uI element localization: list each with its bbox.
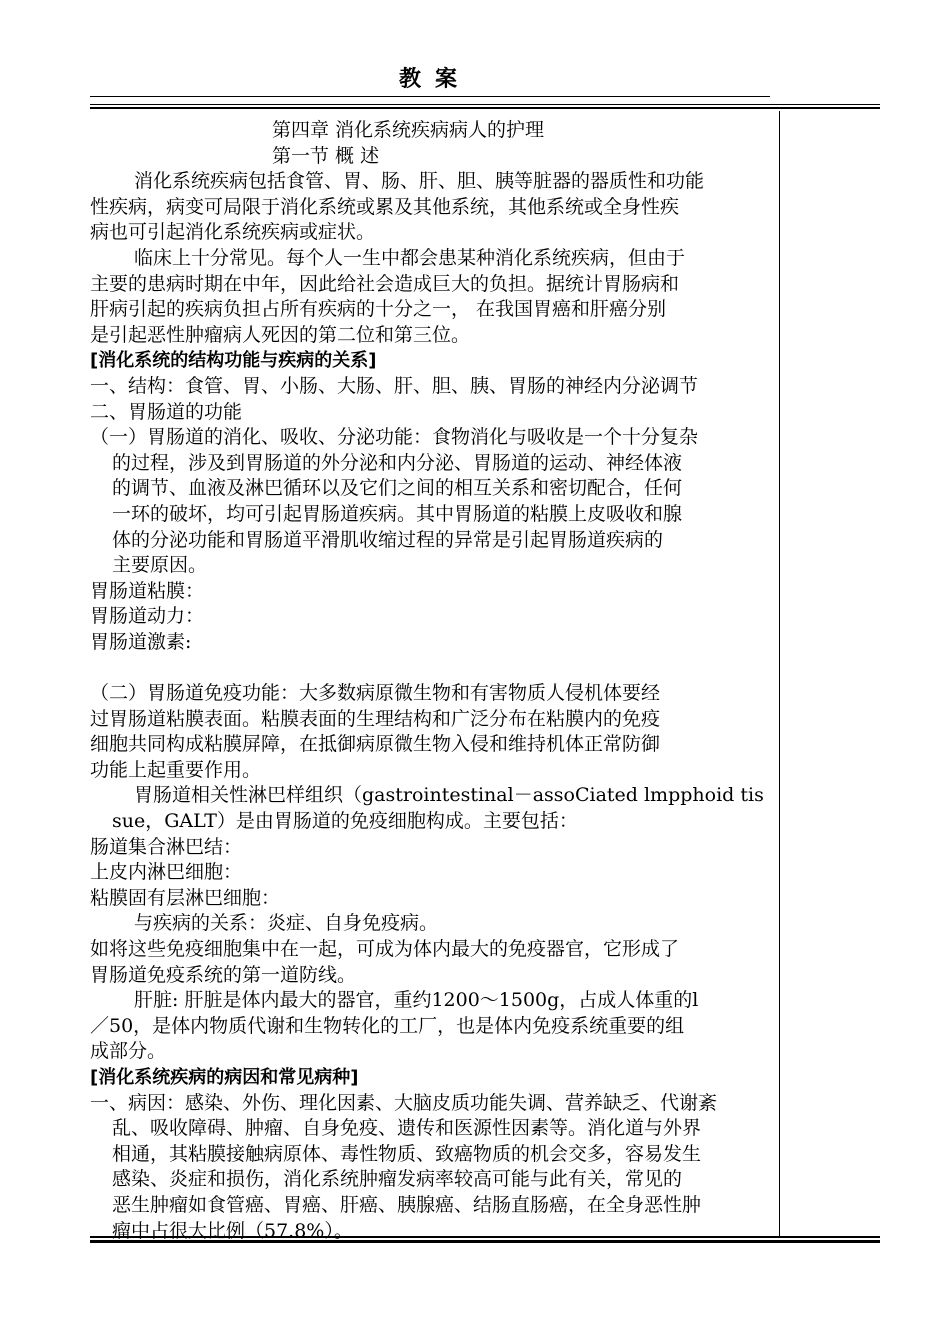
paragraph-line: 主要原因。 — [112, 554, 208, 577]
paragraph-line: 胃肠道免疫系统的第一道防线。 — [90, 963, 357, 986]
header-rule — [90, 96, 770, 97]
section-title: 第一节 概 述 — [272, 144, 380, 167]
paragraph-line: 性疾病，病变可局限于消化系统或累及其他系统，其他系统或全身性疾 — [90, 195, 680, 218]
paragraph-line: 消化系统疾病包括食管、胃、肠、肝、胆、胰等脏器的器质性和功能 — [134, 170, 705, 193]
paragraph-line: ／50，是体内物质代谢和生物转化的工厂，也是体内免疫系统重要的组 — [90, 1014, 685, 1037]
paragraph-line: 成部分。 — [90, 1040, 167, 1063]
document-header-title: 教案 — [398, 67, 471, 92]
lesson-content — [90, 118, 770, 1244]
paragraph-line: 感染、炎症和损伤，消化系统肿瘤发病率较高可能与此有关，常见的 — [112, 1168, 683, 1191]
paragraph-line: 相通，其粘膜接触病原体、毒性物质、致癌物质的机会交多，容易发生 — [112, 1142, 702, 1165]
paragraph-line: 的过程，涉及到胃肠道的外分泌和内分泌、胃肠道的运动、神经体液 — [112, 451, 683, 474]
paragraph-line: 体的分泌功能和胃肠道平滑肌收缩过程的异常是引起胃肠道疾病的 — [112, 528, 664, 551]
paragraph-line: 主要的患病时期在中年，因此给社会造成巨大的负担。据统计胃肠病和 — [90, 272, 680, 295]
paragraph-line: 是引起恶性肿瘤病人死因的第二位和第三位。 — [90, 323, 471, 346]
blank-line — [90, 655, 770, 681]
label-line: 胃肠道粘膜： — [90, 579, 205, 602]
paragraph-line: 功能上起重要作用。 — [90, 758, 262, 781]
paragraph-line: 病也可引起消化系统疾病或症状。 — [90, 221, 376, 244]
paragraph-line: 细胞共同构成粘膜屏障，在抵御病原微生物入侵和维持机体正常防御 — [90, 733, 661, 756]
paragraph-line: 胃肠道相关性淋巴样组织（gastrointestinal－assoCiated lmpphoid tis — [134, 784, 764, 807]
label-line: 肠道集合淋巴结： — [90, 835, 243, 858]
label-line: 胃肠道动力： — [90, 605, 205, 628]
paragraph-line: sue，GALT）是由胃肠道的免疫细胞构成。主要包括： — [112, 810, 578, 833]
paragraph-line: 瘤中占很大比例（57.8%）。 — [112, 1219, 353, 1242]
paragraph-line: 与疾病的关系：炎症、自身免疫病。 — [134, 912, 439, 935]
paragraph-line: 恶生肿瘤如食管癌、胃癌、肝癌、胰腺癌、结肠直肠癌，在全身恶性肿 — [112, 1193, 702, 1216]
label-line: 粘膜固有层淋巴细胞： — [90, 886, 281, 909]
paragraph-line: 过胃肠道粘膜表面。粘膜表面的生理结构和广泛分布在粘膜内的免疫 — [90, 707, 661, 730]
paragraph-line: 肝脏: 肝脏是体内最大的器官，重约1200～1500g，占成人体重的l — [134, 989, 699, 1012]
bottom-double-rule — [90, 1236, 880, 1243]
label-line: 胃肠道激素: — [90, 630, 192, 653]
top-double-rule — [90, 104, 880, 109]
list-item: 一、结构：食管、胃、小肠、大肠、肝、胆、胰、胃肠的神经内分泌调节 — [90, 374, 699, 397]
paragraph-line: 肝病引起的疾病负担占所有疾病的十分之一， 在我国胃癌和肝癌分别 — [90, 298, 667, 321]
paragraph-line: 如将这些免疫细胞集中在一起，可成为体内最大的免疫器官，它形成了 — [90, 938, 680, 960]
paragraph-line: （二）胃肠道免疫功能：大多数病原微生物和有害物质人侵机体要经 — [90, 682, 661, 705]
paragraph-line: 一环的破坏，均可引起胃肠道疾病。其中胃肠道的粘膜上皮吸收和腺 — [112, 502, 683, 525]
right-margin-line — [779, 111, 780, 1237]
paragraph-line: 的调节、血液及淋巴循环以及它们之间的相互关系和密切配合，任何 — [112, 477, 683, 500]
label-line: 上皮内淋巴细胞： — [90, 861, 243, 884]
paragraph-line: 乱、吸收障碍、肿瘤、自身免疫、遗传和医源性因素等。消化道与外界 — [112, 1117, 702, 1140]
section-heading: [消化系统的结构功能与疾病的关系] — [90, 350, 377, 372]
paragraph-line: 临床上十分常见。每个人一生中都会患某种消化系统疾病，但由于 — [134, 246, 686, 269]
section-heading: [消化系统疾病的病因和常见病种] — [90, 1066, 359, 1088]
chapter-title: 第四章 消化系统疾病病人的护理 — [272, 119, 545, 141]
list-item: 二、胃肠道的功能 — [90, 400, 243, 423]
paragraph-line: （一）胃肠道的消化、吸收、分泌功能：食物消化与吸收是一个十分复杂 — [90, 426, 699, 449]
paragraph-line: 一、病因：感染、外伤、理化因素、大脑皮质功能失调、营养缺乏、代谢紊 — [90, 1091, 718, 1114]
